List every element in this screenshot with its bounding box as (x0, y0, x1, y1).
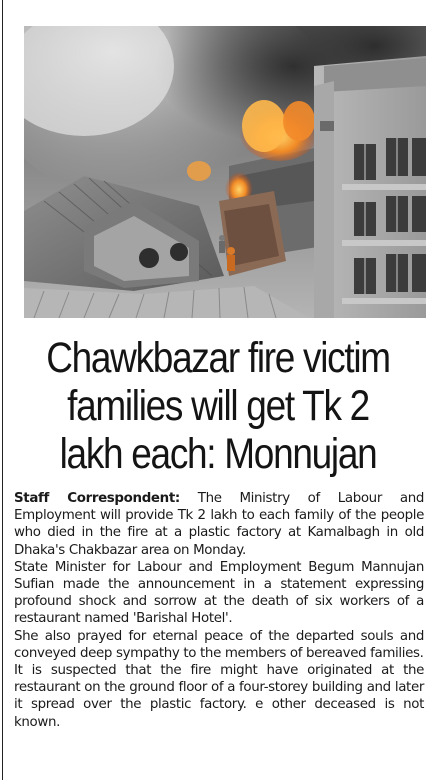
headline-line: Chawkbazar fire victim (46, 334, 390, 382)
article-paragraph: State Minister for Labour and Employment Begum Mannujan Sufian made the announcement in a statement expressing profound shock and sorrow at the death of six workers of a restaurant named 'Barishal Hotel'. (14, 559, 424, 627)
article-body (14, 490, 424, 731)
column-rule (2, 0, 3, 780)
article-paragraph: It is suspected that the fire might have originated at the restaurant on the ground floor of a four-storey building and later it spread over the plastic factory. e other deceased is not known. (14, 663, 424, 730)
headline-line: lakh each: Monnujan (59, 430, 377, 478)
fire-photo (24, 26, 426, 318)
headline-line: families will get Tk 2 (67, 382, 369, 430)
paragraph-text: The Ministry of Labour and Employment will provide Tk 2 lakh to each family of the people who died in the fire at a plastic factory at Kamalbagh in old Dhaka's Chakbazar area on Monday. (14, 491, 424, 558)
headline (41, 334, 395, 478)
byline: Staff Correspondent: (14, 491, 180, 506)
article-paragraph (14, 490, 424, 559)
fire-photo-image (24, 26, 426, 318)
article-paragraph: She also prayed for eternal peace of the departed souls and conveyed deep sympathy to the members of bereaved families. (14, 628, 424, 661)
